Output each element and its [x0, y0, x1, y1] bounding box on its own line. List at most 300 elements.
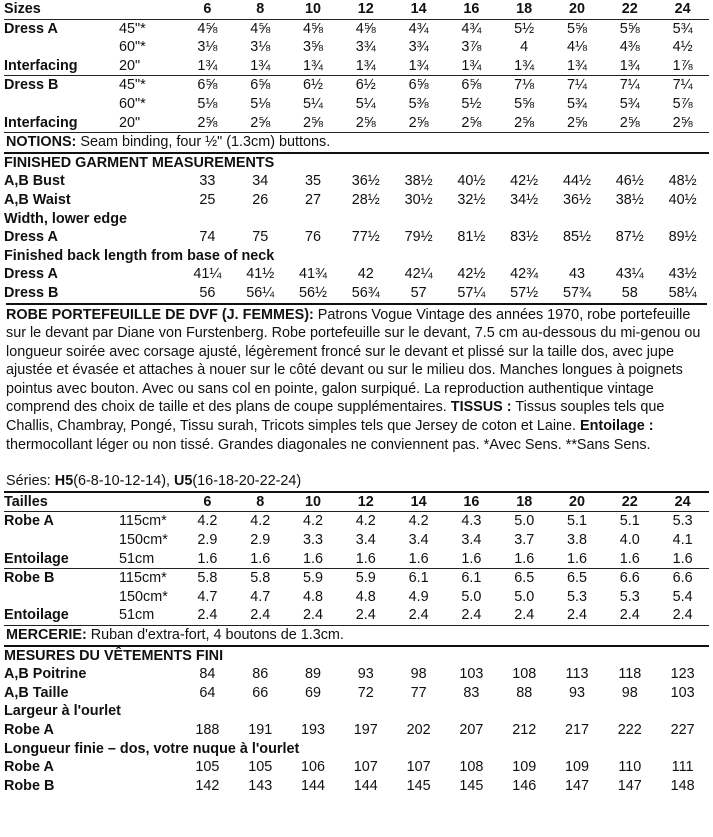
yardage-value: 5.9	[287, 569, 340, 588]
fabric-width: 51cm	[119, 550, 155, 567]
yardage-value: 7⅛	[498, 76, 551, 95]
measurement-value: 93	[357, 666, 374, 683]
measurement-value: 30½	[404, 191, 433, 208]
measurement-value: 56	[199, 284, 216, 301]
measurement-value: 42	[357, 266, 374, 283]
measurement-value: 105	[195, 759, 220, 776]
yardage-value: 2.9	[197, 532, 218, 549]
row-label: Robe B	[4, 569, 119, 588]
size-header: 10	[304, 1, 321, 17]
yardage-value: 3⅛	[250, 39, 271, 56]
row-label: Robe A	[4, 512, 119, 531]
bust-row	[4, 172, 709, 191]
size-header: 14	[392, 492, 445, 512]
yardage-value: 6.5	[551, 569, 604, 588]
sizes-header-row	[4, 492, 709, 512]
size-header: 16	[463, 1, 480, 17]
yardage-row	[4, 95, 709, 114]
size-header: 22	[603, 492, 656, 512]
yardage-value: 3.3	[303, 532, 324, 549]
yardage-value: 6.1	[392, 569, 445, 588]
size-header: 10	[287, 492, 340, 512]
measurement-value: 197	[353, 721, 378, 738]
yardage-value: 4.2	[339, 512, 392, 531]
yardage-value: 2⅝	[408, 114, 429, 131]
finished-title: FINISHED GARMENT MEASUREMENTS	[4, 153, 709, 173]
row-label: Robe A	[4, 759, 54, 776]
back-b-row	[4, 284, 709, 303]
size-header: 6	[203, 1, 212, 17]
measurement-value: 56¼	[246, 284, 275, 301]
yardage-value: 4⅝	[287, 19, 340, 38]
yardage-value: 2⅝	[672, 114, 693, 131]
yardage-value: 4.7	[197, 588, 218, 605]
series-u5: U5	[173, 473, 193, 490]
measurement-value: 110	[618, 759, 642, 776]
yardage-value: 4.2	[234, 512, 287, 531]
size-header: 24	[674, 1, 691, 17]
measurement-value: 88	[516, 684, 533, 701]
yardage-value: 3⅛	[197, 39, 218, 56]
measurement-value: 111	[671, 759, 694, 776]
sizes-header-row	[4, 0, 709, 19]
width-title-row	[4, 210, 709, 229]
sizes-label: Sizes	[4, 1, 41, 17]
yardage-value: 4.2	[181, 512, 234, 531]
yardage-value: 4⅛	[566, 39, 587, 56]
measurement-value: 81½	[457, 229, 486, 246]
subsection-title: Largeur à l'ourlet	[4, 703, 121, 720]
yardage-value: 6½	[339, 76, 392, 95]
yardage-value: 4.0	[619, 532, 640, 549]
finished-title-row	[4, 153, 709, 173]
yardage-value: 4½	[672, 39, 693, 56]
waist-row	[4, 191, 709, 210]
fabric-width: 115cm*	[119, 512, 181, 531]
yardage-value: 2⅝	[355, 114, 376, 131]
measurement-value: 145	[406, 777, 431, 794]
row-label: Interfacing	[4, 114, 78, 131]
yardage-value: 5.9	[339, 569, 392, 588]
measurement-value: 41¼	[193, 266, 222, 283]
size-header: 14	[410, 1, 427, 17]
measurement-value: 77½	[351, 229, 380, 246]
measurement-value: 144	[353, 777, 378, 794]
measurement-value: 123	[670, 666, 695, 683]
yardage-row	[4, 38, 709, 57]
size-header: 24	[656, 492, 709, 512]
yardage-value: 2.4	[461, 607, 482, 624]
measurement-value: 222	[617, 721, 642, 738]
yardage-value: 2.4	[250, 607, 271, 624]
row-label: A,B Waist	[4, 191, 71, 208]
measurement-value: 79½	[404, 229, 433, 246]
yardage-value: 1¾	[619, 57, 640, 74]
yardage-value: 1.6	[514, 550, 535, 567]
row-label: A,B Taille	[4, 684, 69, 701]
yardage-value: 3.4	[408, 532, 429, 549]
yardage-value: 5.8	[181, 569, 234, 588]
yardage-row	[4, 19, 709, 38]
yardage-value: 1¾	[355, 57, 376, 74]
yardage-value: 5.3	[566, 588, 587, 605]
measurement-value: 103	[459, 666, 484, 683]
yardage-value: 1.6	[672, 550, 693, 567]
yardage-value: 5.4	[672, 588, 693, 605]
fabric-width: 60"*	[119, 95, 146, 112]
subsection-title: Width, lower edge	[4, 210, 127, 227]
yardage-value: 4⅜	[619, 39, 640, 56]
yardage-value: 2.4	[197, 607, 218, 624]
measurement-value: 57¾	[562, 284, 591, 301]
yardage-value: 3⅞	[461, 39, 482, 56]
yardage-row	[4, 531, 709, 550]
yardage-value: 1¾	[408, 57, 429, 74]
yardage-row	[4, 606, 709, 625]
measurement-value: 89	[305, 666, 322, 683]
yardage-value: 2⅝	[197, 114, 218, 131]
notions-row	[4, 626, 709, 646]
measurement-value: 85½	[562, 229, 591, 246]
row-label: Dress A	[4, 266, 58, 283]
measurement-value: 41¾	[298, 266, 327, 283]
yardage-value: 3.4	[461, 532, 482, 549]
description-title: ROBE PORTEFEUILLE DE DVF (J. FEMMES):	[6, 306, 314, 323]
description-text: Patrons Vogue Vintage des années 1970, robe portefeuille sur le devant par Diane von Furstenberg. Robe portefeuille sur le devant, 7.5 cm au-dessous du mi-genou ou longueur soirée avec corsage ajusté, légèrement froncé sur le devant et plissé sur la taille dos, avec jupe ajustée et évasée et attaches à nouer sur le côté devant ou sur le milieu dos. Manches longues à poignets pointus avec bouton. Avec ou sans col en pointe, galon surpiqué. La reproduction authentique vintage comprend des choix de taille et des plans de coupe supplémentaires.	[6, 306, 701, 416]
yardage-row	[4, 114, 709, 133]
yardage-row	[4, 57, 709, 76]
measurement-value: 38½	[615, 191, 644, 208]
row-label: Interfacing	[4, 57, 78, 74]
yardage-value: 5.1	[603, 512, 656, 531]
measurement-value: 108	[459, 759, 484, 776]
notions-label: NOTIONS:	[6, 134, 77, 151]
measurement-value: 56½	[298, 284, 327, 301]
fabric-width: 20"	[119, 57, 141, 74]
back-a-row	[4, 265, 709, 284]
size-header: 12	[339, 492, 392, 512]
sizes-label: Tailles	[4, 492, 181, 512]
row-label: Entoilage	[4, 550, 69, 567]
yardage-value: 2.9	[250, 532, 271, 549]
measurement-value: 57	[410, 284, 427, 301]
yardage-value: 5.1	[551, 512, 604, 531]
measurement-value: 56¾	[351, 284, 380, 301]
measurement-value: 58	[621, 284, 638, 301]
measurement-value: 93	[568, 684, 585, 701]
yardage-value: 2.4	[566, 607, 587, 624]
yardage-value: 5¼	[302, 95, 323, 112]
measurement-value: 113	[565, 666, 589, 683]
measurement-value: 118	[618, 666, 642, 683]
measurement-value: 48½	[668, 173, 697, 190]
yardage-value: 2⅝	[250, 114, 271, 131]
measurement-value: 98	[621, 684, 638, 701]
measurement-value: 36½	[562, 191, 591, 208]
measurement-value: 83	[463, 684, 480, 701]
yardage-value: 5⅝	[514, 95, 535, 112]
yardage-value: 5¾	[656, 19, 709, 38]
measurement-value: 147	[564, 777, 589, 794]
back-title-row	[4, 247, 709, 266]
measurement-value: 83½	[510, 229, 539, 246]
measurement-value: 36½	[351, 173, 380, 190]
series-h5: H5	[54, 473, 74, 490]
series-prefix: Séries:	[6, 473, 55, 490]
yardage-value: 3.7	[514, 532, 535, 549]
size-header: 6	[181, 492, 234, 512]
fabric-width: 150cm*	[119, 532, 168, 549]
measurement-value: 42¾	[510, 266, 539, 283]
measurement-value: 69	[305, 684, 322, 701]
yardage-table	[4, 491, 709, 796]
yardage-value: 5⅜	[408, 95, 429, 112]
yardage-value: 2⅝	[514, 114, 535, 131]
bust-row	[4, 665, 709, 684]
yardage-value: 4	[520, 39, 529, 56]
entoilage-text: thermocollant léger ou non tissé. Grandes diagonales ne conviennent pas. *Avec Sens. **Sans Sens.	[6, 436, 651, 453]
yardage-value: 1.6	[619, 550, 640, 567]
entoilage-label: Entoilage :	[580, 418, 654, 435]
yardage-value: 3.4	[355, 532, 376, 549]
yardage-value: 5.8	[234, 569, 287, 588]
yardage-value: 4⅝	[339, 19, 392, 38]
series-u5-sizes: (16-18-20-22-24)	[192, 473, 302, 490]
row-label: A,B Poitrine	[4, 666, 87, 683]
measurement-value: 28½	[351, 191, 380, 208]
yardage-value: 4.9	[408, 588, 429, 605]
measurement-value: 207	[459, 721, 484, 738]
yardage-value: 1.6	[566, 550, 587, 567]
yardage-value: 5.0	[461, 588, 482, 605]
yardage-value: 7¼	[551, 76, 604, 95]
yardage-value: 5½	[461, 95, 482, 112]
waist-row	[4, 684, 709, 703]
measurement-value: 106	[301, 759, 326, 776]
notions-label: MERCERIE:	[6, 627, 87, 643]
yardage-value: 6.1	[445, 569, 498, 588]
measurement-value: 66	[252, 684, 269, 701]
yardage-value: 6⅝	[445, 76, 498, 95]
measurement-value: 75	[252, 229, 269, 246]
measurement-value: 143	[248, 777, 273, 794]
measurement-value: 142	[195, 777, 220, 794]
yardage-value: 5⅝	[551, 19, 604, 38]
measurement-value: 27	[304, 191, 321, 208]
yardage-value: 4.1	[672, 532, 693, 549]
measurement-value: 35	[304, 173, 321, 190]
measurement-value: 86	[252, 666, 269, 683]
yardage-value: 6½	[287, 76, 340, 95]
yardage-value: 7¼	[603, 76, 656, 95]
yardage-value: 1¾	[250, 57, 271, 74]
yardage-value: 1¾	[197, 57, 218, 74]
yardage-value: 1.6	[408, 550, 429, 567]
measurement-value: 40½	[457, 173, 486, 190]
yardage-row	[4, 550, 709, 569]
yardage-value: 5⅞	[672, 95, 693, 112]
fabric-width: 45"*	[119, 19, 181, 38]
measurement-value: 144	[301, 777, 326, 794]
measurement-value: 84	[199, 666, 216, 683]
back-b-row	[4, 777, 709, 796]
back-a-row	[4, 758, 709, 777]
size-header: 18	[516, 1, 533, 17]
yardage-value: 4¾	[392, 19, 445, 38]
yardage-value: 5.3	[656, 512, 709, 531]
measurement-value: 42½	[457, 266, 486, 283]
fabric-width: 150cm*	[119, 588, 168, 605]
row-label	[4, 38, 119, 57]
yardage-value: 1¾	[461, 57, 482, 74]
yardage-value: 3¾	[355, 39, 376, 56]
yardage-row	[4, 569, 709, 588]
measurement-value: 148	[670, 777, 695, 794]
series-h5-sizes: (6-8-10-12-14),	[73, 473, 174, 490]
yardage-value: 7¼	[656, 76, 709, 95]
row-label: Dress B	[4, 76, 119, 95]
yardage-value: 5.0	[498, 512, 551, 531]
yardage-value: 3¾	[408, 39, 429, 56]
yardage-value: 2⅝	[461, 114, 482, 131]
size-header: 8	[256, 1, 265, 17]
row-label: Dress A	[4, 229, 58, 246]
width-title-row	[4, 702, 709, 721]
row-label: Entoilage	[4, 607, 69, 624]
back-title-row	[4, 740, 709, 759]
french-description	[6, 303, 707, 455]
measurement-value: 26	[252, 191, 269, 208]
width-a-row	[4, 228, 709, 247]
yardage-value: 6.5	[498, 569, 551, 588]
size-header: 20	[568, 1, 585, 17]
measurement-value: 109	[512, 759, 537, 776]
yardage-value: 5.3	[619, 588, 640, 605]
measurement-value: 77	[410, 684, 427, 701]
yardage-value: 1.6	[461, 550, 482, 567]
row-label	[4, 588, 119, 607]
yardage-value: 4⅝	[181, 19, 234, 38]
row-label: Robe B	[4, 777, 55, 794]
measurement-value: 145	[459, 777, 484, 794]
measurement-value: 103	[670, 684, 695, 701]
measurement-value: 25	[199, 191, 216, 208]
finished-title: MESURES DU VÊTEMENTS FINI	[4, 646, 709, 666]
yardage-value: 5.0	[514, 588, 535, 605]
measurement-value: 217	[564, 721, 589, 738]
measurement-value: 44½	[562, 173, 591, 190]
width-a-row	[4, 721, 709, 740]
yardage-row	[4, 76, 709, 95]
measurement-value: 76	[304, 229, 321, 246]
yardage-value: 6⅝	[181, 76, 234, 95]
notions	[4, 133, 709, 153]
measurement-value: 34½	[510, 191, 539, 208]
measurement-value: 33	[199, 173, 216, 190]
yardage-value: 4.2	[287, 512, 340, 531]
size-header: 12	[357, 1, 374, 17]
measurement-value: 108	[512, 666, 537, 683]
measurement-value: 87½	[615, 229, 644, 246]
yardage-value: 1¾	[566, 57, 587, 74]
yardage-row	[4, 512, 709, 531]
finished-title-row	[4, 646, 709, 666]
series-line	[6, 472, 713, 491]
yardage-value: 2⅝	[302, 114, 323, 131]
row-label: Dress A	[4, 19, 119, 38]
size-header: 18	[498, 492, 551, 512]
tissus-label: TISSUS :	[450, 399, 512, 416]
measurement-value: 43½	[668, 266, 697, 283]
yardage-value: 5¼	[355, 95, 376, 112]
measurement-value: 32½	[457, 191, 486, 208]
yardage-value: 1.6	[355, 550, 376, 567]
yardage-value: 5½	[498, 19, 551, 38]
yardage-value: 1⅞	[672, 57, 693, 74]
notions-text: Seam binding, four ½" (1.3cm) buttons.	[76, 134, 331, 151]
row-label	[4, 95, 119, 114]
subsection-title: Finished back length from base of neck	[4, 247, 275, 264]
measurement-value: 58¼	[668, 284, 697, 301]
french-measurements-section	[0, 491, 713, 796]
yardage-value: 5¾	[566, 95, 587, 112]
yardage-value: 1.6	[197, 550, 218, 567]
measurement-value: 72	[357, 684, 374, 701]
measurement-value: 202	[406, 721, 431, 738]
yardage-value: 2.4	[514, 607, 535, 624]
measurement-value: 188	[195, 721, 220, 738]
yardage-value: 1¾	[302, 57, 323, 74]
size-header: 22	[621, 1, 638, 17]
measurement-value: 191	[248, 721, 273, 738]
measurement-value: 147	[617, 777, 642, 794]
measurement-value: 43¼	[615, 266, 644, 283]
yardage-value: 4.7	[250, 588, 271, 605]
yardage-value: 5⅝	[603, 19, 656, 38]
measurement-value: 57¼	[457, 284, 486, 301]
yardage-value: 4.3	[445, 512, 498, 531]
measurement-value: 109	[564, 759, 589, 776]
measurement-value: 57½	[510, 284, 539, 301]
measurement-value: 43	[568, 266, 585, 283]
notions	[4, 626, 709, 646]
measurement-value: 98	[410, 666, 427, 683]
measurement-value: 42¼	[404, 266, 433, 283]
notions-text: Ruban d'extra-fort, 4 boutons de 1.3cm.	[86, 627, 344, 643]
yardage-row	[4, 588, 709, 607]
yardage-value: 3.8	[566, 532, 587, 549]
tissus-text: Tissus souples tels que Challis, Chambray, Pongé, Tissu surah, Tricots simples tels que Jersey de coton et Laine.	[6, 399, 665, 435]
yardage-value: 6⅝	[234, 76, 287, 95]
row-label: Robe A	[4, 721, 54, 738]
yardage-value: 2⅝	[566, 114, 587, 131]
yardage-value: 4.2	[392, 512, 445, 531]
yardage-table	[4, 0, 709, 303]
yardage-value: 2.4	[619, 607, 640, 624]
measurement-value: 107	[406, 759, 431, 776]
yardage-value: 4⅝	[234, 19, 287, 38]
fabric-width: 51cm	[119, 607, 155, 624]
measurement-value: 227	[670, 721, 695, 738]
measurement-value: 38½	[404, 173, 433, 190]
row-label: A,B Bust	[4, 173, 65, 190]
measurement-value: 46½	[615, 173, 644, 190]
english-measurements-section	[0, 0, 713, 303]
fabric-width: 20"	[119, 114, 141, 131]
yardage-value: 1.6	[303, 550, 324, 567]
measurement-value: 212	[512, 721, 537, 738]
measurement-value: 41½	[246, 266, 275, 283]
